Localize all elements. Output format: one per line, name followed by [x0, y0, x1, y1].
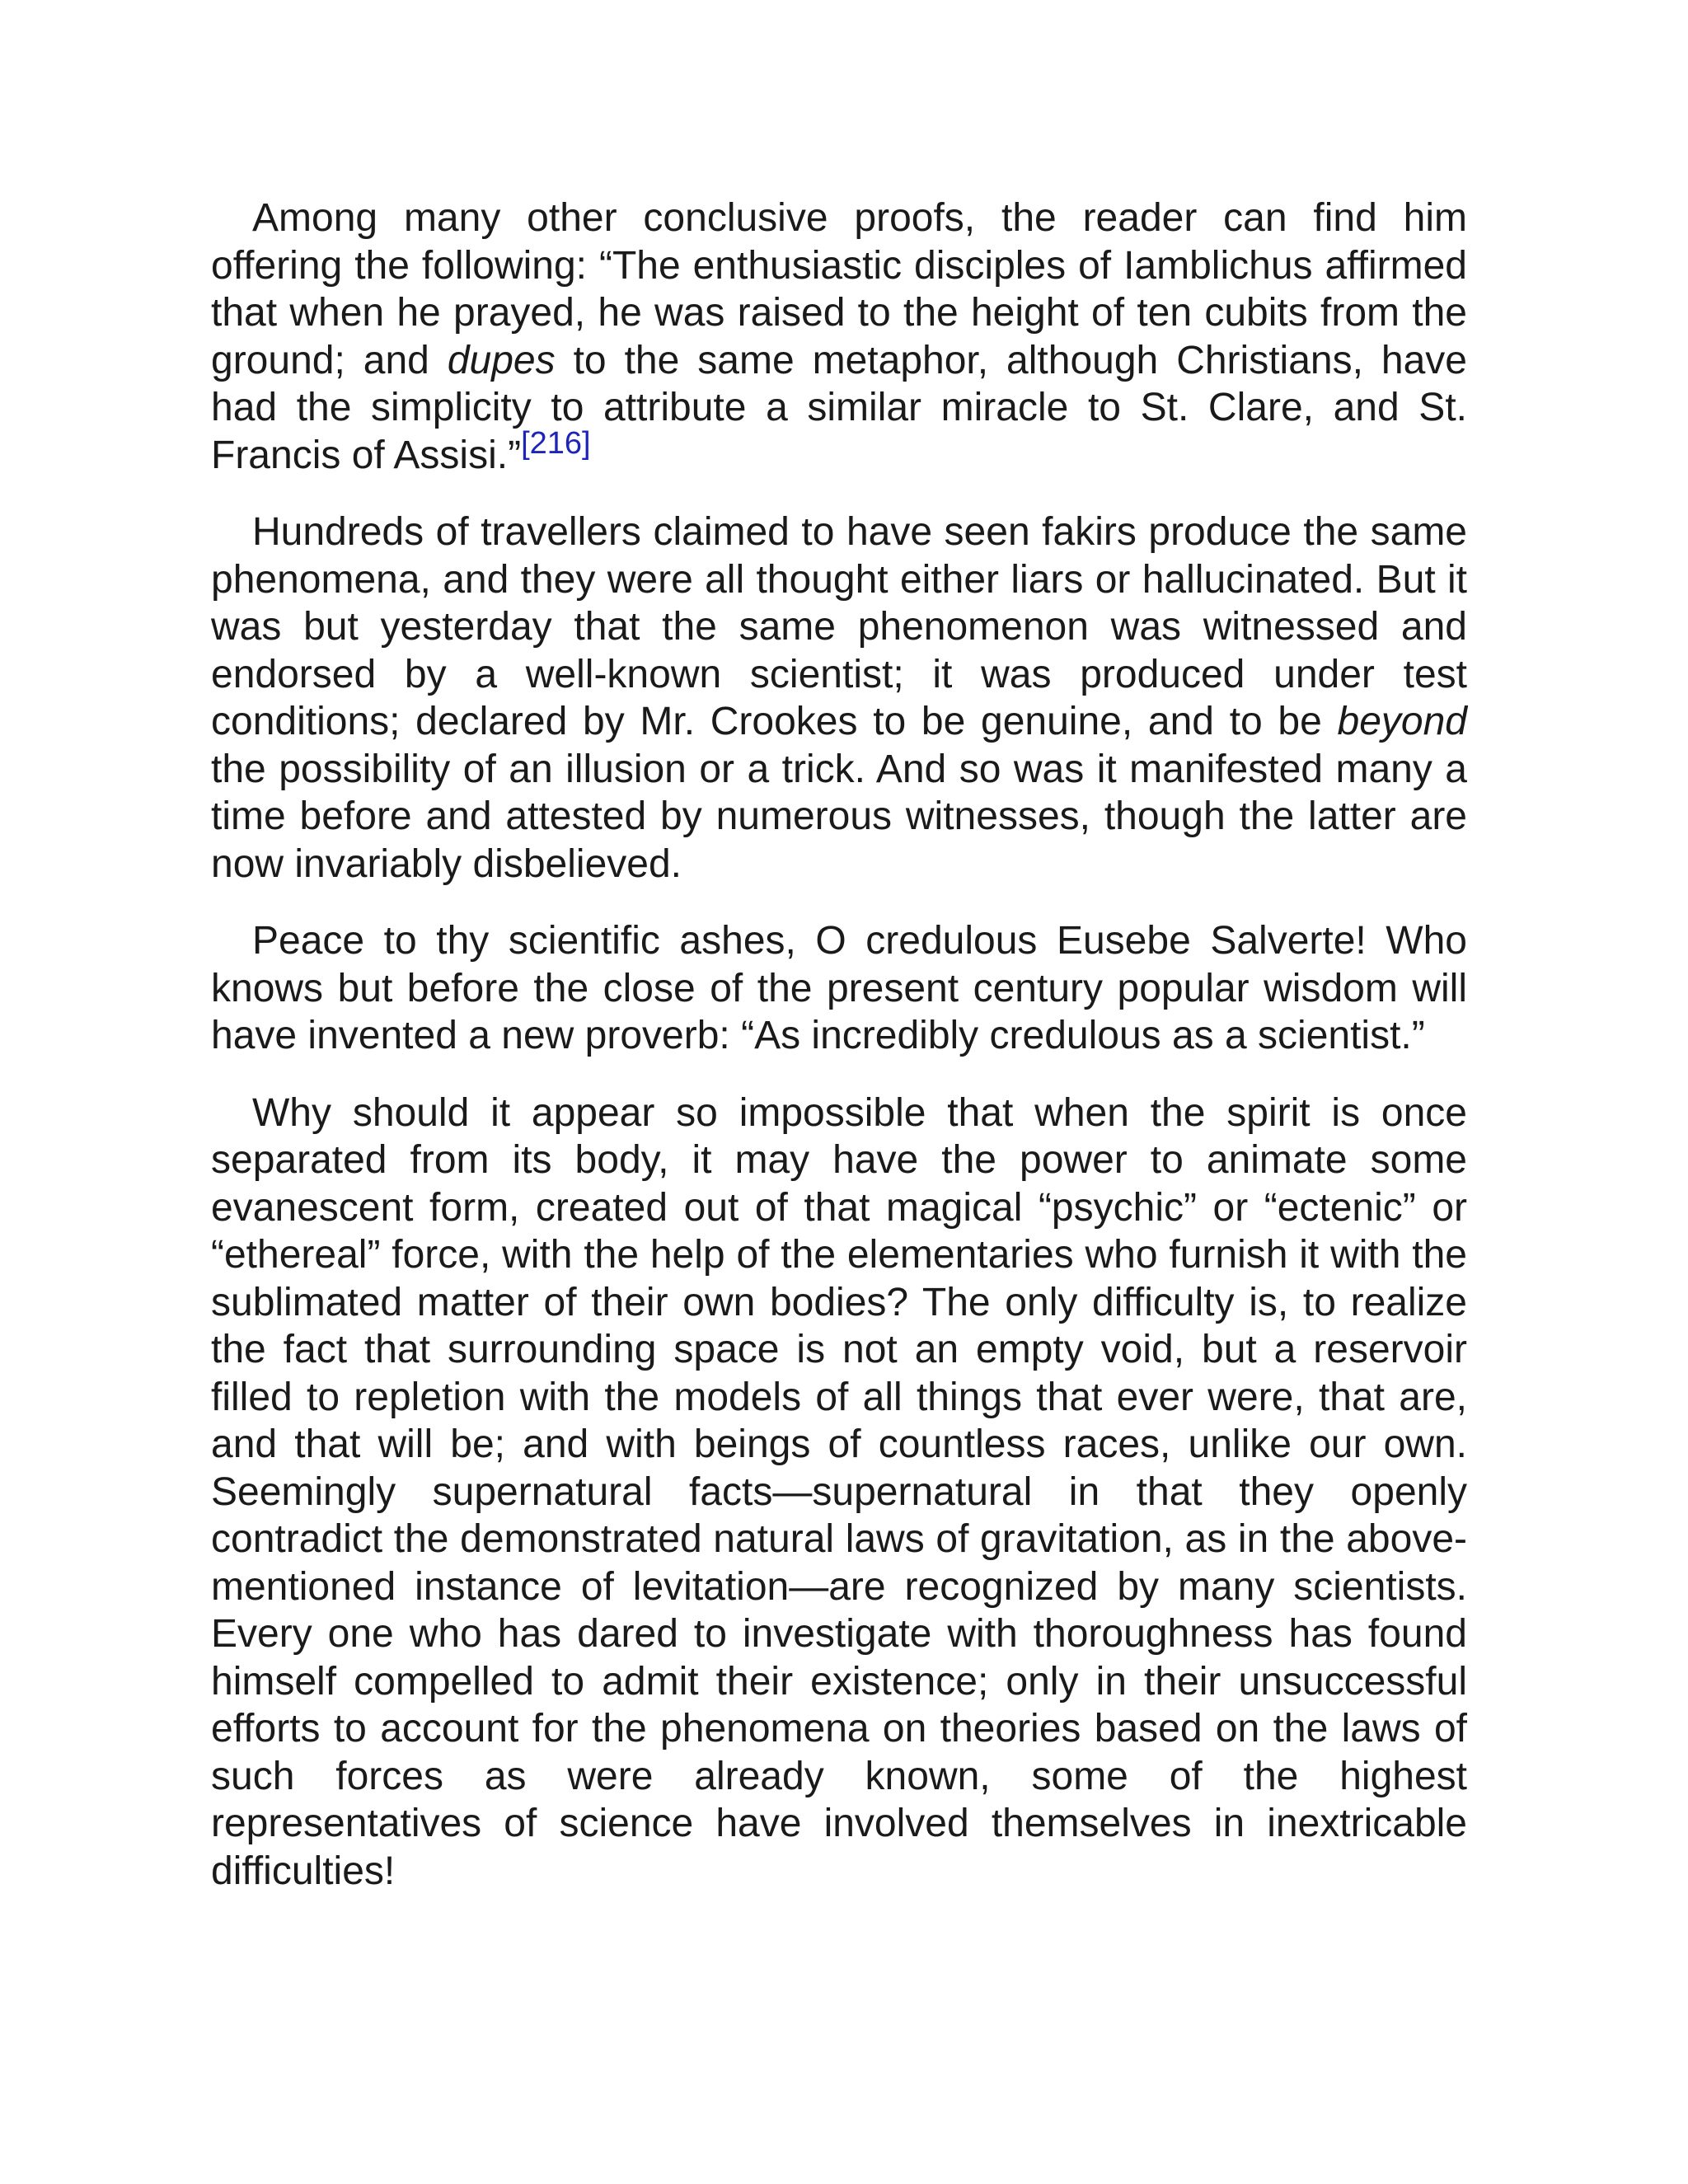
paragraph-4 [211, 1090, 1467, 1896]
paragraph-2-text-a: Hundreds of travellers claimed to have seen fakirs produce the same phenomena, and they were all thought either liars or hallucinated. But it was but yesterday that the same phenomenon was witnessed and endorsed by a well-known scientist; it was produced under test conditions; declared by Mr. Crookes to be genuine, and to be [211, 510, 1467, 743]
paragraph-1-emphasis: dupes [447, 338, 556, 382]
paragraph-1 [211, 194, 1467, 479]
paragraph-2 [211, 509, 1467, 888]
paragraph-1-text-b: to the same metaphor, although Christians, have had the simplicity to attribute a similar miracle to St. Clare, and St. Francis of Assisi.” [211, 338, 1467, 477]
paragraph-4-text: Why should it appear so impossible that when the spirit is once separated from its body, it may have the power to animate some evanescent form, created out of that magical “psychic” or “ectenic” or “ethereal” force, with the help of the elementaries who furnish it with the sublimated matter of their own bodies? The only difficulty is, to realize the fact that surrounding space is not an empty void, but a reservoir filled to repletion with the models of all things that ever were, that are, and that will be; and with beings of countless races, unlike our own. Seemingly supernatural facts—supernatural in that they openly contradict the demonstrated natural laws of gravitation, as in the above-mentioned instance of levitation—are recognized by many scientists. Every one who has dared to investigate with thoroughness has found himself compelled to admit their existence; only in their unsuccessful efforts to account for the phenomena on theories based on the laws of such forces as were already known, some of the highest representatives of science have involved themselves in inextricable difficulties! [211, 1090, 1467, 1893]
page-body [211, 194, 1467, 1924]
paragraph-3 [211, 917, 1467, 1060]
paragraph-2-emphasis: beyond [1337, 700, 1467, 743]
paragraph-3-text: Peace to thy scientific ashes, O credulous Eusebe Salverte! Who knows but before the close of the present century popular wisdom will have invented a new proverb: “As incredibly credulous as a scientist.” [211, 919, 1467, 1057]
paragraph-2-text-b: the possibility of an illusion or a trick. And so was it manifested many a time before and attested by numerous witnesses, though the latter are now invariably disbelieved. [211, 747, 1467, 886]
paragraph-1-text-a: Among many other conclusive proofs, the reader can find him offering the following: “The enthusiastic disciples of Iamblichus affirmed that when he prayed, he was raised to the height of ten cubits from the ground; and [211, 196, 1467, 382]
footnote-link-216[interactable]: [216] [521, 425, 591, 461]
